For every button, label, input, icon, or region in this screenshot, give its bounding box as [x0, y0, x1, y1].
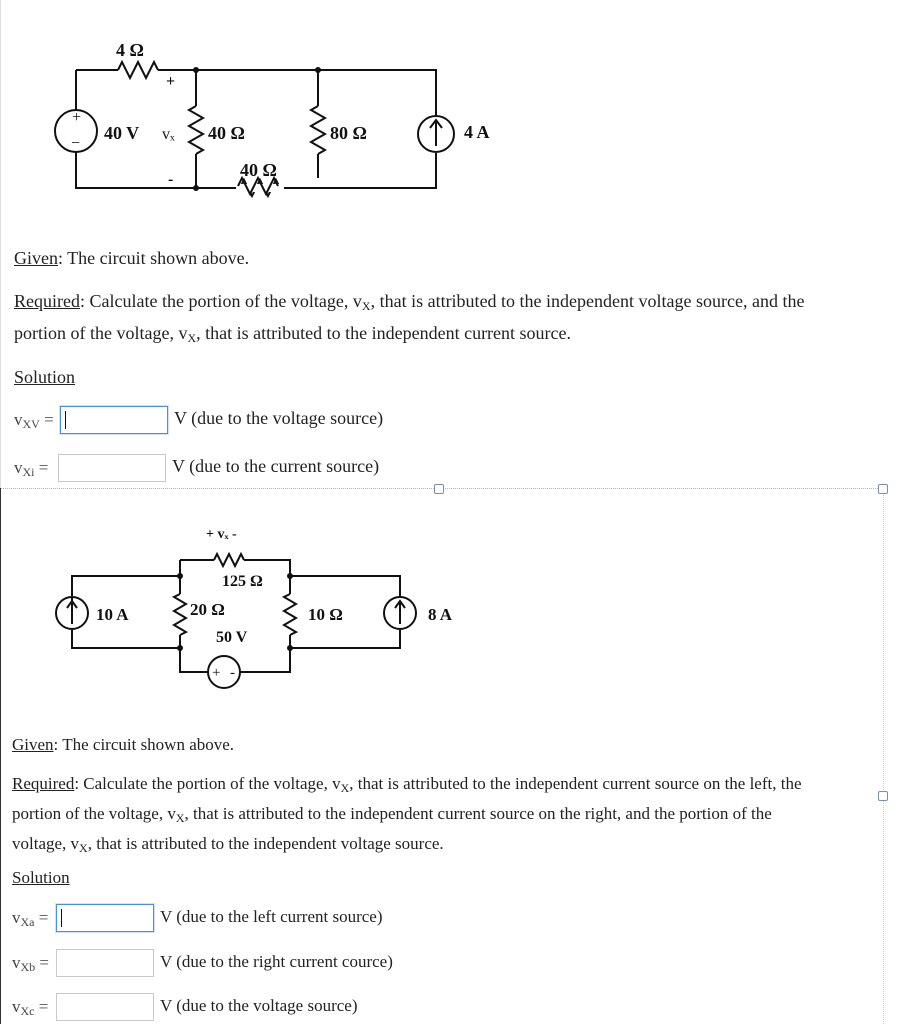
source-plus-2: +	[212, 665, 221, 681]
resistor-40-mid-label: 40 Ω	[208, 123, 245, 143]
resistor-4-label: 4 Ω	[116, 40, 144, 60]
vxi-unit: V (due to the current source)	[172, 456, 380, 476]
vxb-input[interactable]	[56, 949, 154, 977]
solution-label-1: Solution	[14, 367, 76, 387]
resize-handle-corner[interactable]	[878, 484, 888, 494]
vxi-label: $v_{Xi}$ =	[14, 458, 49, 479]
given-text-2: Given: The circuit shown above.	[12, 735, 235, 754]
source-minus-2: -	[230, 665, 235, 681]
vxi-input[interactable]	[58, 454, 166, 482]
solution-label-2: Solution	[12, 868, 70, 887]
vxa-input[interactable]	[56, 904, 154, 932]
source-minus: −	[71, 135, 81, 152]
vxv-label: $v_{XV}$ =	[14, 410, 54, 431]
source-plus: +	[72, 109, 82, 126]
vxv-unit: V (due to the voltage source)	[174, 408, 384, 428]
resize-handle-top[interactable]	[434, 484, 444, 494]
right-current-label: 8 A	[428, 605, 453, 624]
resistor-40-bottom-label: 40 Ω	[240, 160, 277, 180]
minus-sign: -	[168, 171, 174, 188]
plus-sign: +	[166, 73, 176, 90]
resistor-80-label: 80 Ω	[330, 123, 367, 143]
left-border	[0, 488, 1, 1024]
given-text-1: Given: The circuit shown above.	[14, 248, 250, 268]
text-caret-2	[61, 909, 62, 927]
circuit-diagram-1	[50, 38, 570, 243]
required-text-2: Required: Calculate the portion of the voltage, $v_X$, that is attributed to the independent current source on the left, the portion of the voltage, $v_X$, that is attributed to the independent current source on the right, and the portion of the voltage, $v_X$, that is attributed to the independent voltage source.	[12, 774, 802, 855]
voltage-source-label: 40 V	[104, 123, 140, 143]
right-border	[883, 488, 884, 1024]
vxc-unit: V (due to the voltage source)	[160, 996, 358, 1015]
voltage-source-label-2: 50 V	[216, 629, 248, 646]
vxb-unit: V (due to the right current cource)	[160, 952, 393, 971]
vxa-label: $v_{Xa}$ =	[12, 908, 49, 929]
vxa-unit: V (due to the left current source)	[160, 907, 383, 926]
circuit-diagram-2	[40, 520, 520, 700]
resistor-20-label: 20 Ω	[190, 600, 225, 619]
vxb-label: $v_{Xb}$ =	[12, 953, 50, 974]
vx-label: vₓ	[162, 126, 175, 143]
left-border-top	[0, 0, 1, 488]
resistor-125-label: 125 Ω	[222, 573, 263, 590]
vxc-input[interactable]	[56, 993, 154, 1021]
current-source-label: 4 A	[464, 122, 490, 142]
text-caret	[65, 411, 66, 429]
required-text-1: Required: Calculate the portion of the voltage, $v_X$, that is attributed to the independent voltage source, and the portion of the voltage, $v_X$, that is attributed to the independent current source.	[14, 291, 805, 345]
left-current-label: 10 A	[96, 605, 129, 624]
vxv-input[interactable]	[60, 406, 168, 434]
resistor-10-label: 10 Ω	[308, 605, 343, 624]
vx-polarity-label: + vₓ -	[206, 527, 237, 542]
vxc-label: $v_{Xc}$ =	[12, 997, 49, 1018]
